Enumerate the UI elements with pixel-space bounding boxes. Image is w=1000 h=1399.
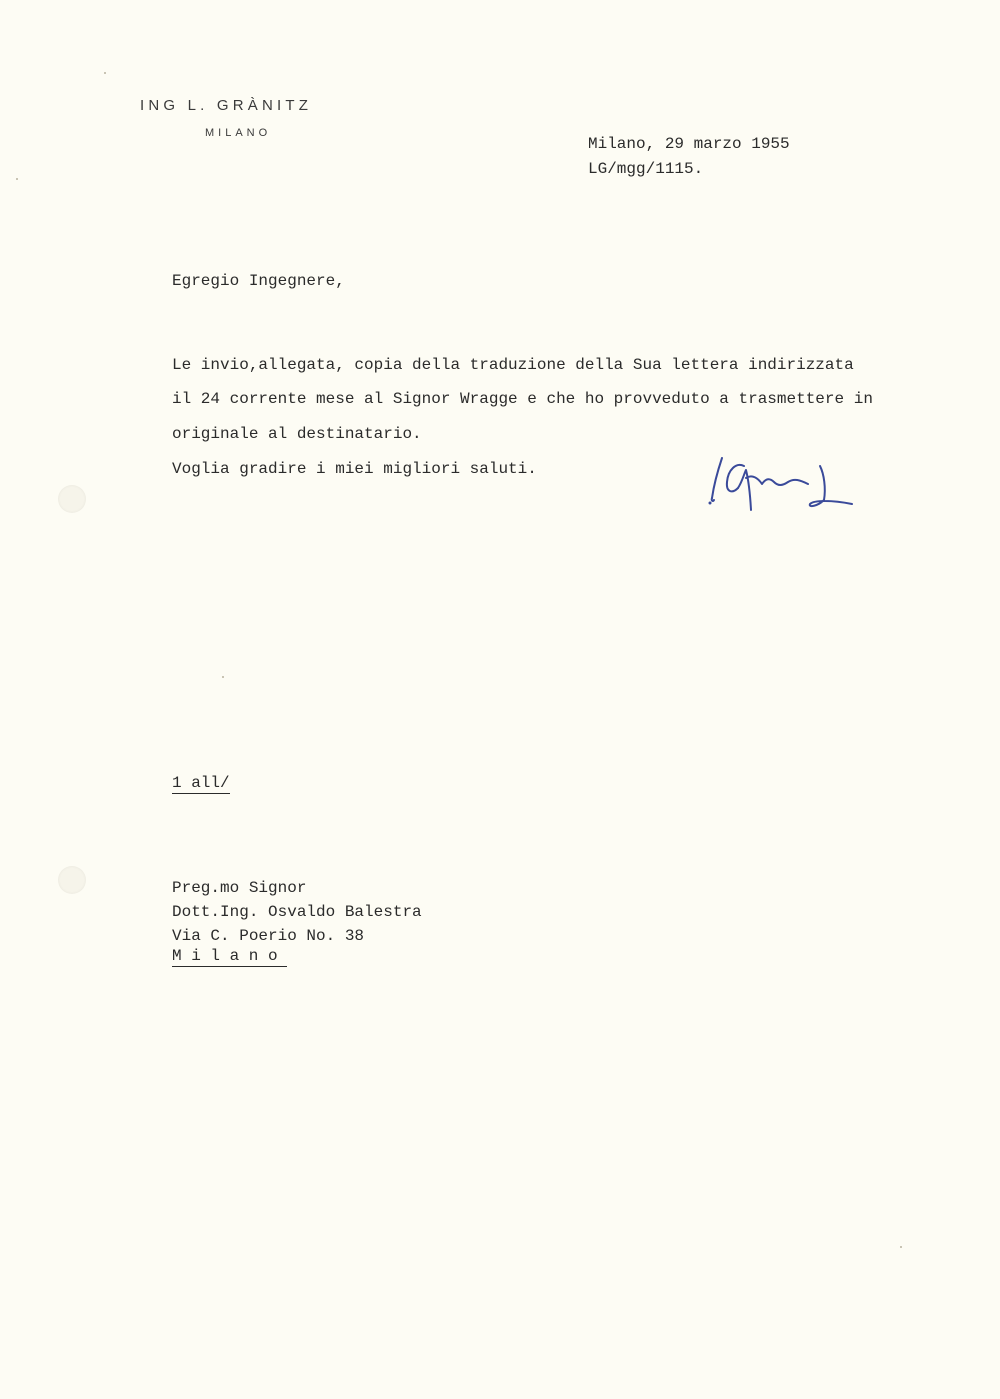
recipient-address-line: Dott.Ing. Osvaldo Balestra xyxy=(172,903,422,921)
paper-speck xyxy=(16,178,18,180)
paper-speck xyxy=(104,72,106,74)
paper-speck xyxy=(222,676,224,678)
body-line: originale al destinatario. xyxy=(172,425,422,443)
date-line: Milano, 29 marzo 1955 xyxy=(588,135,790,153)
enclosure-note: 1 all/ xyxy=(172,774,230,792)
body-line: Le invio,allegata, copia della traduzione della Sua lettera indirizzata xyxy=(172,356,854,374)
letterhead-city: MILANO xyxy=(205,127,272,139)
recipient-address-line: Preg.mo Signor xyxy=(172,879,307,897)
recipient-address-line: Via C. Poerio No. 38 xyxy=(172,927,365,945)
body-line: il 24 corrente mese al Signor Wragge e che ho provveduto a trasmettere in xyxy=(172,390,873,408)
punch-hole xyxy=(58,866,86,894)
letterhead-name: ING L. GRÀNITZ xyxy=(140,97,313,114)
reference-line: LG/mgg/1115. xyxy=(588,160,704,178)
handwritten-signature xyxy=(700,448,870,518)
punch-hole xyxy=(58,485,86,513)
salutation: Egregio Ingegnere, xyxy=(172,272,345,290)
closing-line: Voglia gradire i miei migliori saluti. xyxy=(172,460,537,478)
paper-speck xyxy=(900,1246,902,1248)
recipient-city: Milano xyxy=(172,947,288,965)
